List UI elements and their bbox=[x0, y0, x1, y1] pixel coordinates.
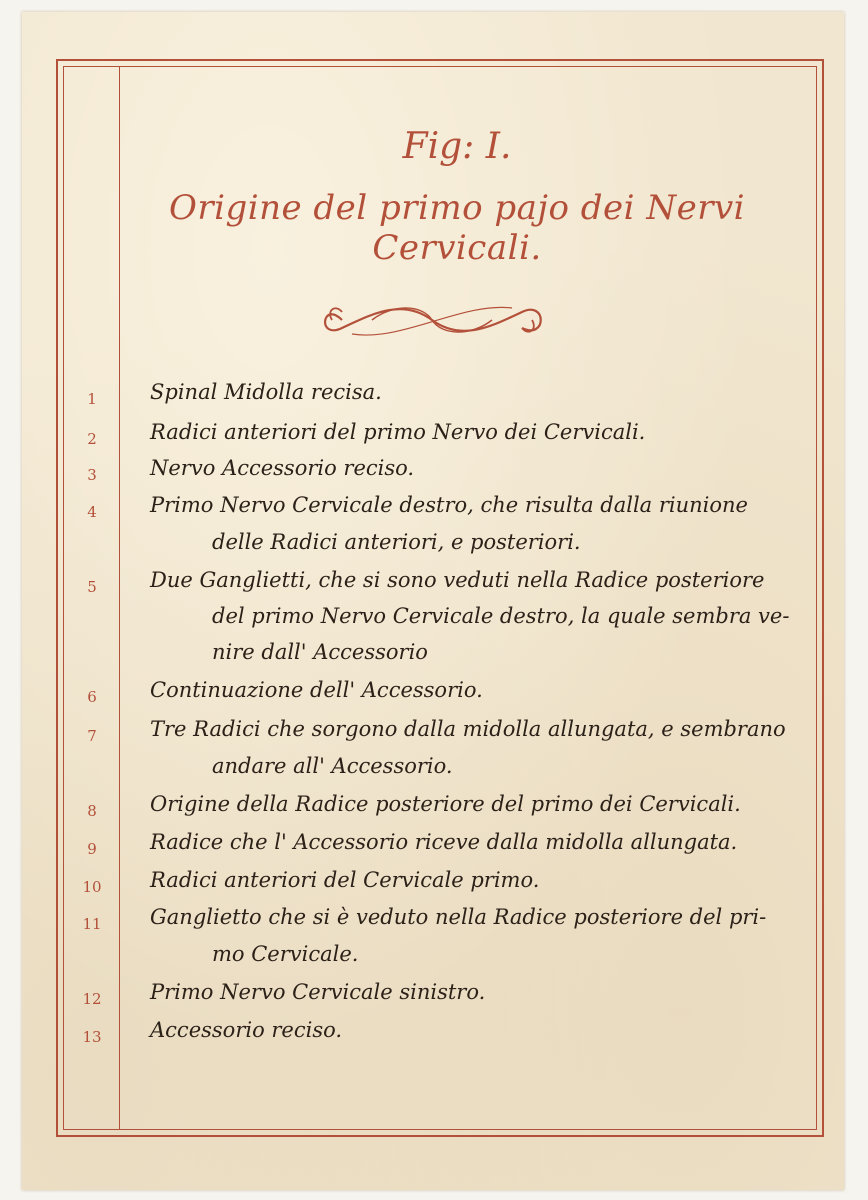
entry-text-line: mo Cervicale. bbox=[212, 942, 359, 966]
entry-number: 13 bbox=[82, 1028, 102, 1046]
entry-number: 1 bbox=[87, 390, 97, 408]
entry-text-line: delle Radici anteriori, e posteriori. bbox=[212, 530, 581, 554]
entry-number: 6 bbox=[87, 688, 97, 706]
entry-number: 3 bbox=[87, 466, 97, 484]
entry-text-line: Accessorio reciso. bbox=[150, 1018, 343, 1042]
entry-text-line: nire dall' Accessorio bbox=[212, 640, 428, 664]
figure-heading: Fig: I. bbox=[402, 126, 512, 167]
entry-number: 9 bbox=[87, 840, 97, 858]
entry-number: 8 bbox=[87, 802, 97, 820]
entry-text-line: Ganglietto che si è veduto nella Radice posteriore del pri- bbox=[150, 905, 767, 929]
calligraphic-flourish-ornament bbox=[312, 290, 552, 350]
entry-text-line: Spinal Midolla recisa. bbox=[150, 380, 382, 404]
entry-text-line: Due Ganglietti, che si sono veduti nella Radice posteriore bbox=[150, 568, 765, 592]
entry-number: 4 bbox=[87, 503, 97, 521]
entry-text-line: Radici anteriori del Cervicale primo. bbox=[150, 868, 540, 892]
entry-text-line: Continuazione dell' Accessorio. bbox=[150, 678, 483, 702]
entry-text-line: Radici anteriori del primo Nervo dei Cervicali. bbox=[150, 420, 646, 444]
entry-text-line: Radice che l' Accessorio riceve dalla midolla allungata. bbox=[150, 830, 738, 854]
entry-text-line: del primo Nervo Cervicale destro, la quale sembra ve- bbox=[212, 604, 790, 628]
entry-text-line: andare all' Accessorio. bbox=[212, 754, 453, 778]
entry-number: 12 bbox=[82, 990, 102, 1008]
page-title: Origine del primo pajo dei Nervi Cervicali. bbox=[168, 188, 746, 268]
entry-text-line: Primo Nervo Cervicale sinistro. bbox=[150, 980, 486, 1004]
entry-number: 10 bbox=[82, 878, 102, 896]
entry-number: 5 bbox=[87, 578, 97, 596]
entry-text-line: Tre Radici che sorgono dalla midolla allungata, e sembrano bbox=[150, 717, 786, 741]
entry-text-line: Nervo Accessorio reciso. bbox=[150, 456, 415, 480]
entry-text-line: Origine della Radice posteriore del primo dei Cervicali. bbox=[150, 792, 741, 816]
manuscript-page bbox=[22, 12, 844, 1190]
entry-text-line: Primo Nervo Cervicale destro, che risulta dalla riunione bbox=[150, 493, 748, 517]
entry-number: 2 bbox=[87, 430, 97, 448]
entry-number: 11 bbox=[82, 915, 102, 933]
entry-number: 7 bbox=[87, 727, 97, 745]
